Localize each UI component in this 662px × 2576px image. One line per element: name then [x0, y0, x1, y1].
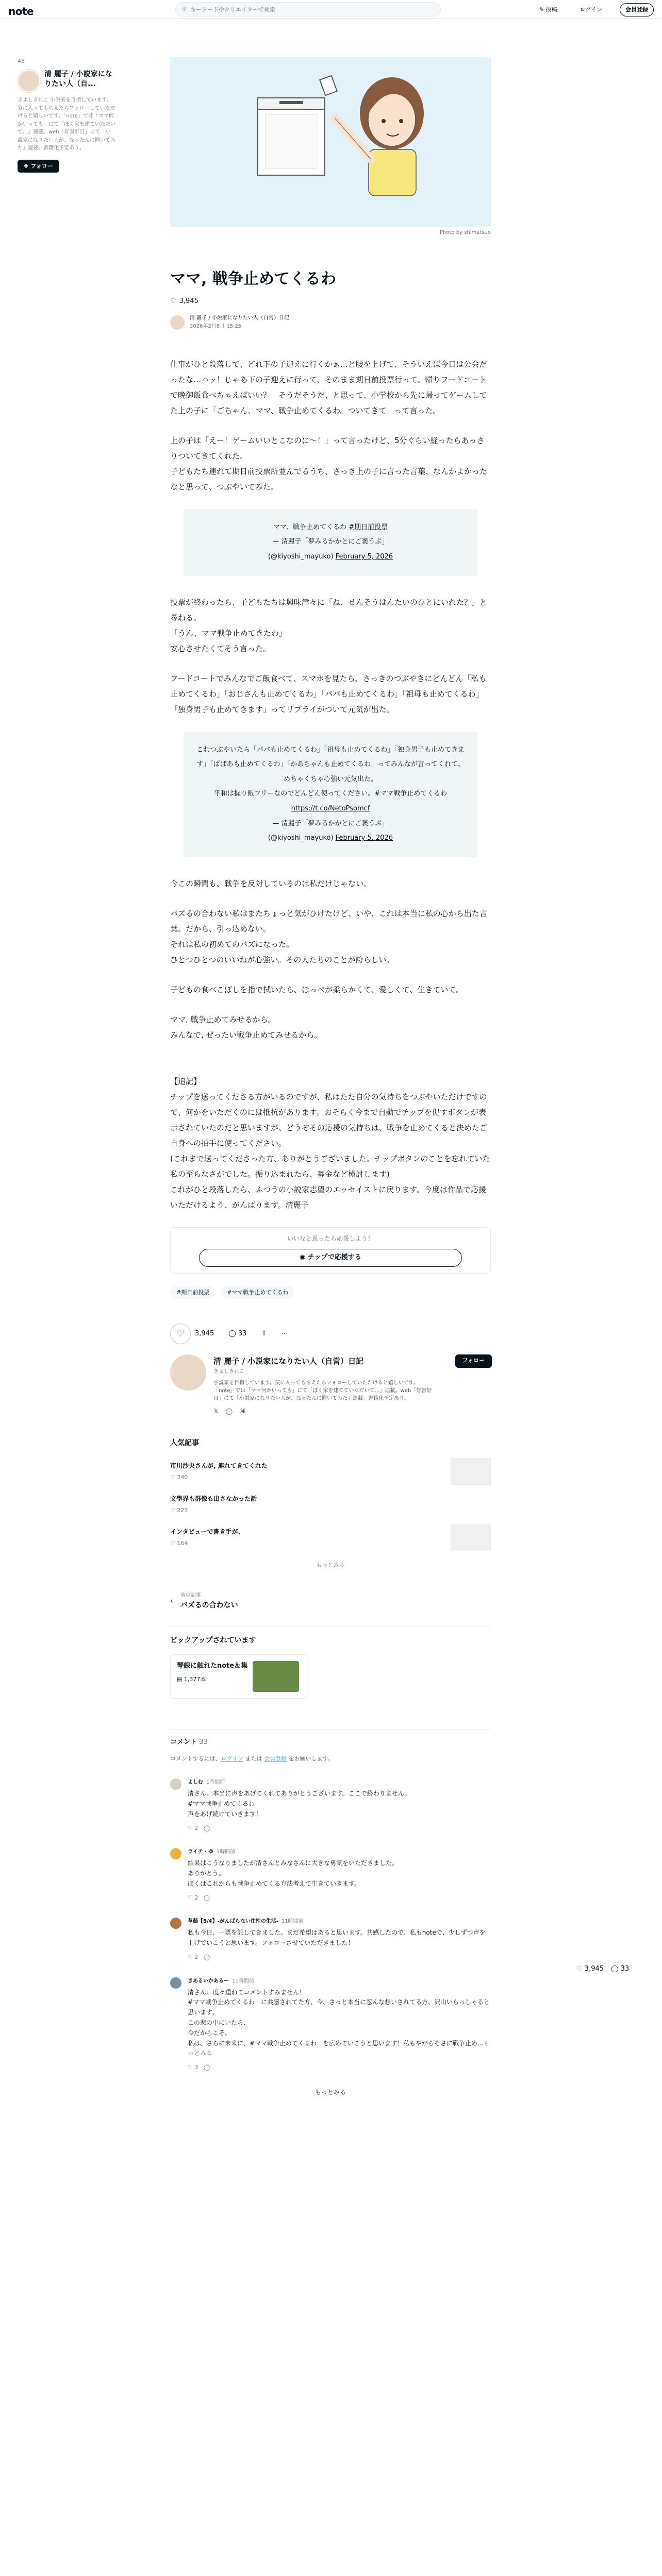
magazine-thumbnail: [253, 1661, 299, 1692]
tag[interactable]: #ママ戦争止めてくるわ: [221, 1286, 294, 1299]
x-icon[interactable]: 𝕏: [213, 1408, 219, 1415]
comments-title: コメント 33: [170, 1738, 208, 1747]
sidebar-author-name[interactable]: 清 麗子 / 小説家になりたい人（自...: [44, 70, 112, 88]
site-header: [0, 0, 662, 19]
profile-desc: 小説家を目指しています。気に入ってもらえたらフォローしていただけると嬉しいです。「note」では「ママ何かいっても」にて「ぼく家を建てていただいて…」連載。web「好書好日」にて「小説家になりたい人が、なったんに聞いてみた」連載。書籍化予定あり。: [213, 1380, 432, 1402]
post-date: 2026年2月8日 15:25: [190, 323, 242, 329]
heart-icon: ♡: [170, 1324, 191, 1344]
register-button[interactable]: 会員登録: [620, 3, 654, 16]
photo-credit: Photo by shimatsuo: [440, 230, 491, 235]
ballot-illustration: [170, 57, 491, 227]
comment-icon: ◯: [611, 1965, 619, 1973]
paragraph: 仕事がひと段落して、どれ下の子迎えに行くかぁ…と腰を上げて、そういえば今日は公会だったな…ハッ！じゃあ下の子迎えに行って、そのまま期日前投票行って、帰りフードコートで晩御飯食べちゃえばいい？ そうだそうだ、と思って、小学校から先に帰ってゲームしてた上の子に「ごちゃん、ママ、戦争止めてくるわ。ついてきて」って言った。: [170, 359, 487, 415]
embedded-tweet: これつぶやいたら「パパも止めてくるわ」「祖母も止めてくるわ」「独身男子も止めてきます」「ばばあも止めてくるわ」「かあちゃんも止めてくるわ」ってみんなが言ってくれて、めちゃくちゃ心強い元気出た。 平和は握り飯フリーなのでどんどん使ってください。#ママ戦争止めてくるわ https://t.co/NetoPsomcf — 清麗子「夢みるかかとにご褒うぶ」 (@kiyoshi_mayuko) February 5, 2026: [184, 732, 477, 857]
action-bar: [170, 1324, 491, 1344]
magazine-card[interactable]: 琴線に触れたnote＆集 ▤ 1,377本: [170, 1654, 307, 1699]
avatar[interactable]: [170, 1354, 206, 1391]
sidebar-author[interactable]: [18, 70, 115, 92]
comment: 草藤【5/4】-がんばらない住性の生活- 11時間前 私も今日、一票を託してきました。まだ希望はあると思います。共感したので、私もnoteで、少しずつ声を上げていこうと思います。フォローさせていただきました！ ♡ 2 ◯: [170, 1918, 491, 1961]
comment-like[interactable]: ♡ 2 ◯: [188, 1894, 210, 1901]
tip-button[interactable]: ◉ チップで応援する: [199, 1249, 462, 1267]
paragraph: フードコートでみんなでご飯食べて、スマホを見たら、さっきのつぶやきにどんどん「私も止めてくるわ」「おじさんも止めてくるわ」「パパも止めてくるわ」「祖母も止めてくるわ」「独身男子も止めてきます」ってリプライがついて元気が出た。: [170, 673, 487, 714]
more-icon[interactable]: ⋯: [281, 1329, 288, 1337]
header-actions: [534, 3, 654, 16]
thumbnail: [451, 1524, 491, 1551]
more-link[interactable]: もっとみる: [188, 2039, 490, 2057]
support-label: いいなと思ったら応援しよう！: [287, 1234, 374, 1242]
search-input[interactable]: [190, 6, 417, 13]
profile-name[interactable]: 清 麗子 / 小説家になりたい人（自営）日記: [213, 1357, 364, 1366]
paragraph: 投票が終わったら、子どもたちは興味津々に「ね、せんそうはんたいのひとにいれた？」と尋ねる。 「うん、ママ戦争止めてきたわ」 安心させたくてそう言った。: [170, 597, 487, 653]
paragraph: 【追記】 チップを送ってくださる方がいるのですが、私はただ自分の気持ちをつぶやいただけですので、何かをいただくのには抵抗があります。おそらく今まで自動でチップを促すボタンが表示されていたのだと思いますが、どうぞその応援の気持ちは、戦争を止めてくると決めたご自身への拍手に使ってください。 (これまで送ってくださった方、ありがとうございました。チップボタンのことを忘れていた私の至らなさがでした。振り込まれたら、募金など検討します) これがひと段落したら、ふつうの小説家志望のエッセイストに戻ります。今度は作品で応援いただけるよう、がんばります。清麗子: [170, 1076, 490, 1210]
sidebar-author-desc: きよしきれこ 小説家を目指しています。気に入ってもらえたらフォローしていただけると嬉しいです。「note」では「ママ何かいっても」にて「ぼく家を建ていただいて…」連載。web「好書好日」にて「小説家になりたい人が、なったんに聞いてみた」連載。書籍化予定あり。: [18, 97, 115, 151]
floating-actions: [576, 1964, 629, 1975]
sidebar-count: 48: [18, 58, 25, 64]
photo-credit-user[interactable]: shimatsuo: [464, 230, 491, 235]
more-link[interactable]: もっとみる: [316, 1561, 345, 1568]
paragraph: 上の子は「えー！ゲームいいとこなのに～！」って言ったけど、5分ぐらい経ったらあっさりついてきてくれた。 子どもたち連れて期日前投票所並んでるうち、さっき上の子に言った言葉、なんかよかったなと思って、つぶやいてみた。: [170, 435, 488, 492]
hashtag-link[interactable]: #期日前投票: [349, 523, 388, 531]
more-comments-link[interactable]: もっとみる: [315, 2088, 346, 2096]
tag-list: [170, 1286, 491, 1299]
add-user-icon: ✚: [24, 162, 29, 170]
comment: よしむ 1時間前 清さん、本当に声をあげてくれてありがとうございます。ここで終わりません。 #ママ戦争止めてくるわ 声をあげ続けていきます！ ♡ 2 ◯: [170, 1778, 491, 1833]
popular-title: 人気記事: [170, 1438, 199, 1447]
author-name[interactable]: 清 麗子 / 小説家になりたい人（自営）日記: [190, 315, 289, 321]
heart-icon: ♡: [576, 1965, 583, 1973]
login-link[interactable]: ログイン: [221, 1755, 244, 1762]
sidebar: [18, 57, 115, 173]
avatar[interactable]: [170, 1977, 181, 1989]
sidebar-follow-button[interactable]: ✚ フォロー: [18, 160, 59, 173]
profile-follow-button[interactable]: フォロー: [455, 1354, 492, 1368]
note-logo[interactable]: note: [8, 5, 34, 18]
author-profile-card: [170, 1354, 491, 1416]
pickup-title: ピックアップされています: [170, 1636, 256, 1645]
floating-like[interactable]: ♡ 3,945: [576, 1965, 604, 1973]
comment-button[interactable]: ◯ 33: [228, 1329, 247, 1337]
author-byline[interactable]: [170, 314, 491, 331]
tweet-date-link[interactable]: February 5, 2026: [335, 834, 393, 842]
comment-like[interactable]: ♡ 3 ◯: [188, 2064, 210, 2071]
embedded-tweet: ママ、戦争止めてくるわ #期日前投票 — 清麗子「夢みるかかとにご褒うぶ」 (@kiyoshi_mayuko) February 5, 2026: [184, 509, 477, 576]
list-item[interactable]: 文學界も群像も出さなかった話 ♡ 223: [170, 1495, 257, 1514]
avatar[interactable]: [170, 1918, 181, 1929]
search-icon: ⚲: [182, 6, 187, 13]
hero-illustration: [170, 57, 491, 227]
prev-article[interactable]: ‹ 前の記事 バズるの合わない: [170, 1584, 491, 1611]
magazine-icon: ▤: [177, 1675, 184, 1683]
like-count-top[interactable]: ♡ 3,945: [170, 296, 491, 307]
paragraph: 今この瞬間も、戦争を反対しているのは私だけじゃない。: [170, 878, 372, 888]
heart-icon: ♡: [170, 297, 176, 305]
chevron-left-icon: ‹: [170, 1597, 173, 1606]
tag[interactable]: #期日前投票: [170, 1286, 216, 1299]
article-body: [170, 357, 491, 1213]
avatar[interactable]: [170, 1848, 181, 1859]
social-links: [213, 1406, 492, 1416]
register-link[interactable]: 会員登録: [264, 1755, 287, 1762]
pickup-section: [170, 1626, 491, 1699]
profile-sub: きよしきれこ: [213, 1369, 244, 1375]
avatar[interactable]: [170, 315, 185, 330]
thumbnail: [451, 1458, 491, 1485]
floating-comment[interactable]: ◯ 33: [611, 1965, 630, 1973]
post-button[interactable]: ✎ 投稿: [539, 6, 557, 13]
comment: ライチ・ゆ 1時間前 結果はこうなりましたが清さんとみなさんに大きな勇気をいただきました。 ありがとう。 ぼくはこれからも戦争止めてくる方法考えて生きていきます。 ♡ 2 ◯: [170, 1848, 491, 1902]
comment-like[interactable]: ♡ 2 ◯: [188, 1824, 210, 1832]
search-bar[interactable]: [175, 2, 441, 16]
tip-icon: ◉: [300, 1253, 308, 1261]
like-button[interactable]: ♡ 3,945: [170, 1324, 214, 1344]
paragraph: バズるの合わない私はまたちょっと気がひけたけど、いや、これは本当に私の心から出た言葉。だから、引っ込めない。 それは私の初めてのバズになった。 ひとつひとつのいいねが心強い。その人たちのことが誇らしい。: [170, 908, 487, 964]
rss-icon[interactable]: ⌘: [240, 1408, 246, 1415]
article-title: ママ, 戦争止めてくるわ: [170, 270, 336, 288]
article-main: [170, 57, 491, 2097]
comment-icon: ◯: [228, 1329, 238, 1337]
tweet-date-link[interactable]: February 5, 2026: [335, 552, 393, 561]
avatar[interactable]: [170, 1778, 181, 1790]
avatar[interactable]: [18, 70, 40, 92]
paragraph: ママ, 戦争止めてみせるから。 みんなで, ぜったい戦争止めてみせるから。: [170, 1014, 322, 1040]
list-item[interactable]: 市川沙央さんが, 連れてきてくれた ♡ 240: [170, 1458, 491, 1485]
comment-like[interactable]: ♡ 2 ◯: [188, 1954, 210, 1960]
tweet-link[interactable]: https://t.co/NetoPsomcf: [291, 804, 370, 812]
comment-login-prompt: コメントするには、ログイン または 会員登録 をお願いします。: [170, 1755, 334, 1762]
list-item[interactable]: インタビューで書き手が、 ♡ 164: [170, 1524, 491, 1551]
instagram-icon[interactable]: ◯: [225, 1408, 233, 1415]
comment: きあるいかあるー 11時間前 清さん、度々重ねてコメントすみません！ #ママ戦争止めてくるわ に共感されてた方、今、さっと本当に忽んな想いされてる方、沢山いらっしゃると思います。 この悲の中にいたら、 今だからこそ、 私は、さらに未来に、#ママ戦争止めてくるわ を広めていこうと思います！私もやがらそさに戦争止め...もっとみる ♡ 3 ◯: [170, 1977, 491, 2072]
comments-section: [170, 1730, 491, 2097]
share-icon[interactable]: ⇧: [261, 1329, 267, 1337]
login-button[interactable]: ログイン: [580, 6, 602, 13]
support-box: [170, 1227, 491, 1274]
paragraph: 子どもの食べこぼしを指で拭いたら、ほっぺが柔らかくて、愛しくて、生きていて。: [170, 985, 464, 994]
pen-icon: ✎: [539, 6, 546, 13]
